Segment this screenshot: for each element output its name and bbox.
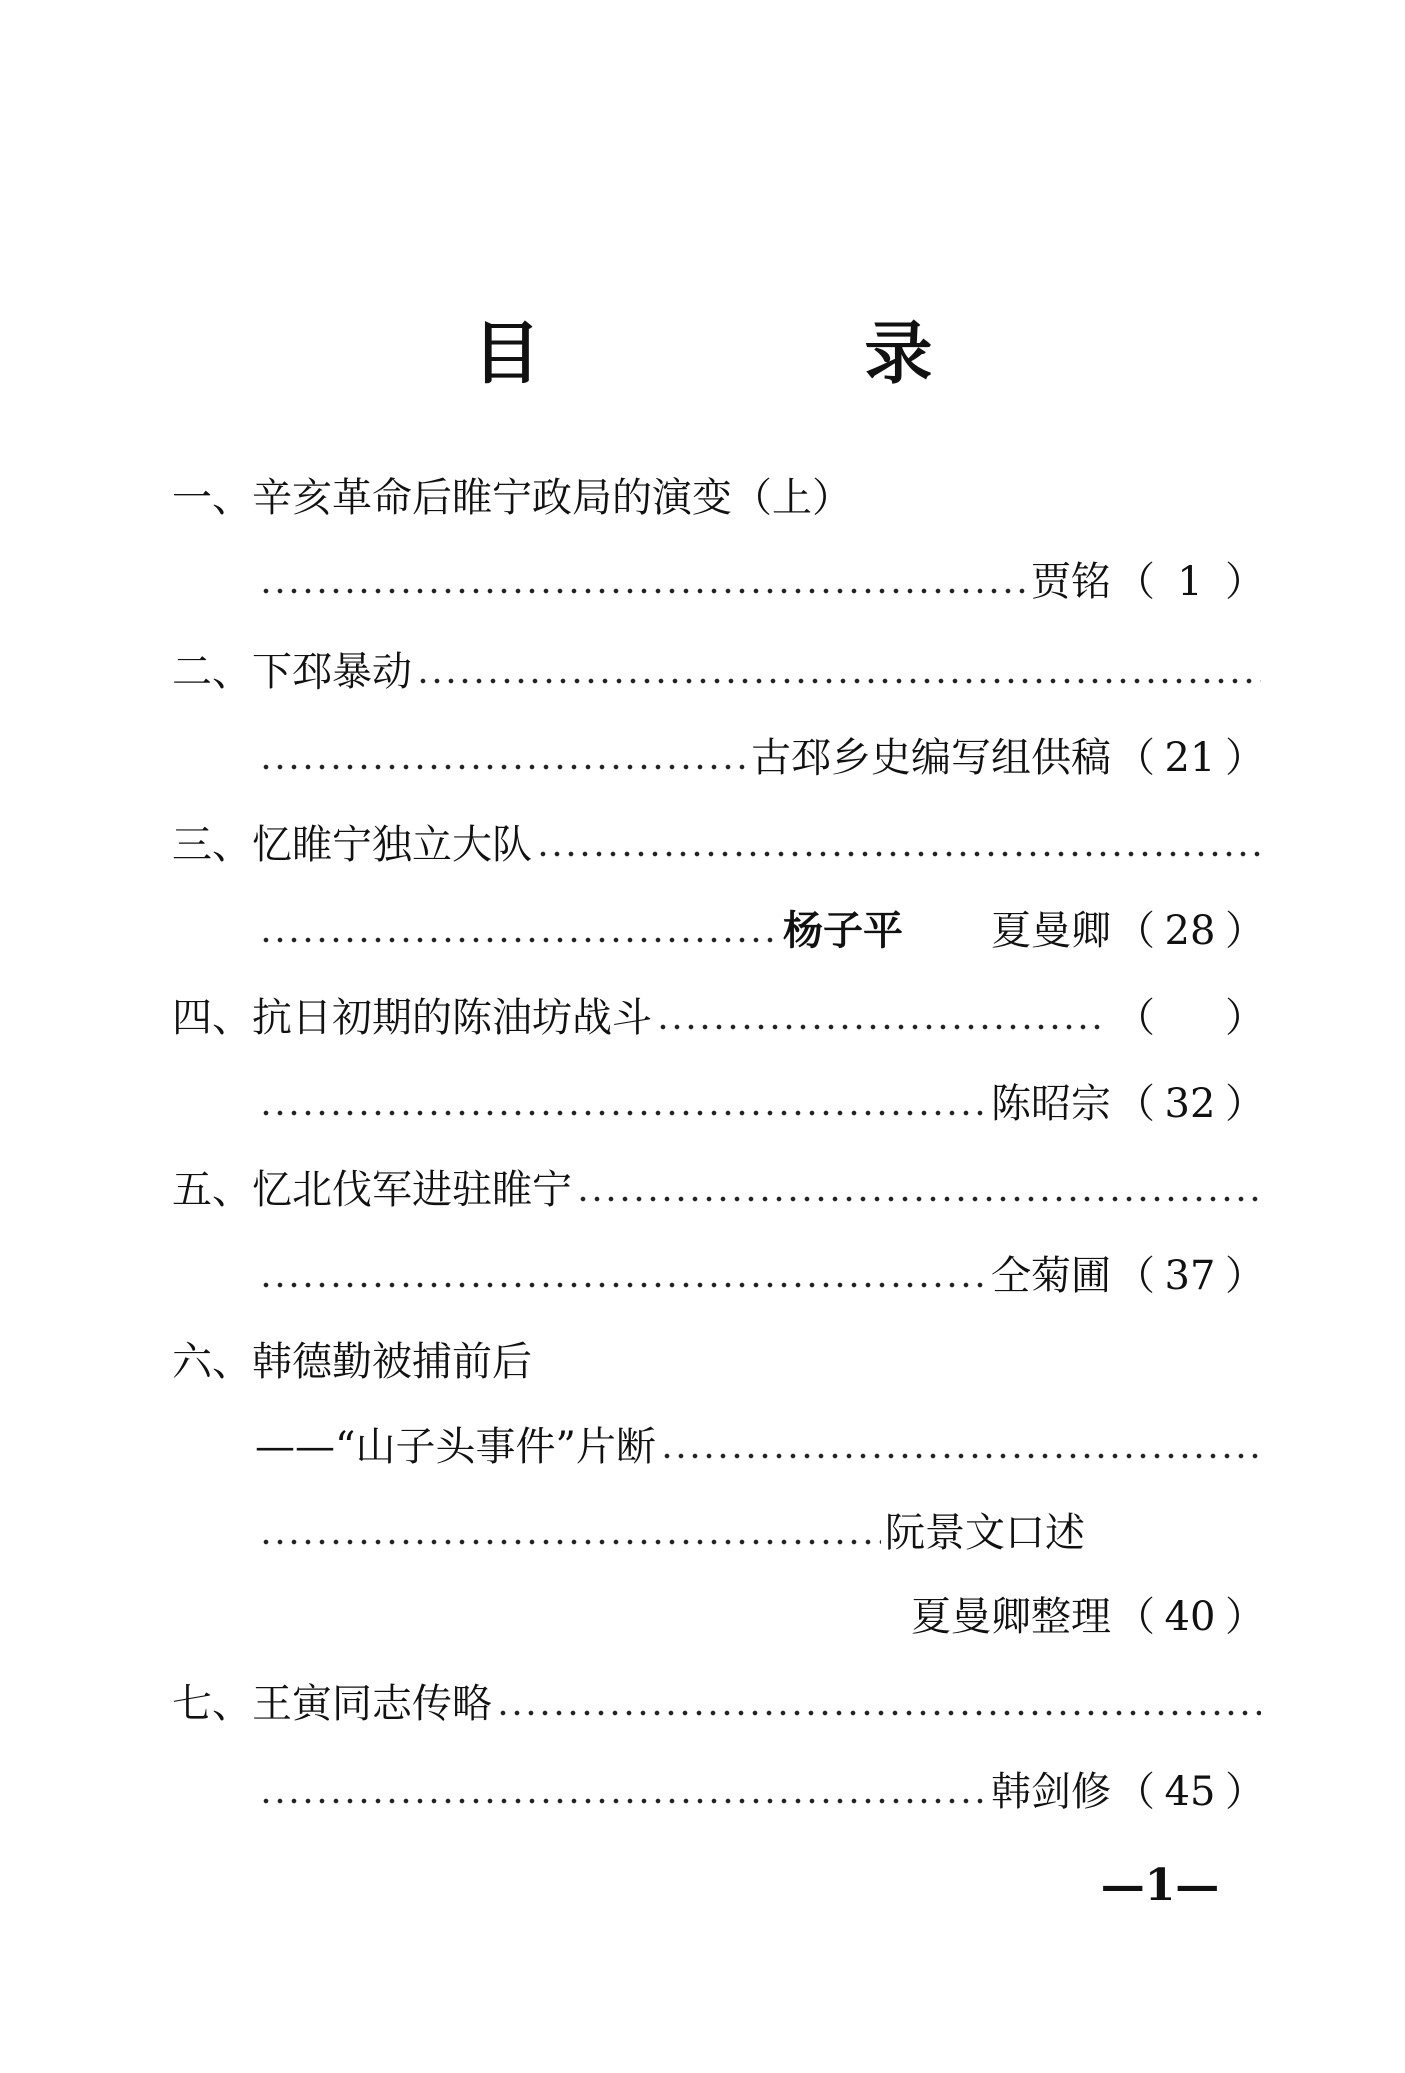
entry-page — [1115, 1246, 1265, 1306]
entry-page — [1115, 1587, 1265, 1647]
paren-open: （ — [1115, 1594, 1155, 1640]
leader-dots — [259, 1108, 987, 1118]
leader-dots — [536, 849, 1261, 859]
entry-title: 忆北伐军进驻睢宁 — [252, 1167, 572, 1213]
leader-dots — [259, 1796, 987, 1806]
page-title: 目 录 — [472, 314, 1083, 394]
page-number: 37 — [1164, 1253, 1216, 1299]
toc-entry-3-author-line — [255, 901, 1265, 961]
paren-open: （ — [1115, 995, 1155, 1041]
entry-title: 韩德勤被捕前后 — [252, 1339, 532, 1385]
entry-author: 陈昭宗 — [991, 1081, 1111, 1127]
entry-author: 古邳乡史编写组供稿 — [751, 735, 1111, 781]
entry-title: 抗日初期的陈油坊战斗 — [252, 995, 652, 1041]
leader-dots — [496, 1708, 1261, 1718]
entry-page-empty — [1115, 988, 1265, 1048]
toc-entry-6-title-line — [172, 1332, 1265, 1392]
page-number: 28 — [1164, 908, 1216, 954]
entry-page — [1115, 1762, 1265, 1822]
leader-dots — [259, 1537, 881, 1547]
entry-author-1: 阮景文口述 — [885, 1510, 1085, 1556]
paren-open: （ — [1115, 1769, 1155, 1815]
leader-dots — [259, 935, 779, 945]
page-number: 40 — [1164, 1594, 1216, 1640]
page-number: 32 — [1164, 1081, 1216, 1127]
toc-entry-1-author-line — [255, 552, 1265, 612]
entry-number: 三、 — [172, 822, 252, 868]
leader-dots — [259, 1280, 987, 1290]
toc-entry-3-title-line — [172, 815, 1265, 875]
entry-author-2: 夏曼卿 — [991, 908, 1111, 954]
entry-title: 辛亥革命后睢宁政局的演变（上） — [252, 475, 852, 521]
leader-dots — [259, 586, 1027, 596]
toc-entry-4-title-line — [172, 988, 1265, 1048]
toc-entry-2-author-line — [255, 728, 1265, 788]
toc-entry-7-author-line — [255, 1762, 1265, 1822]
paren-close: ） — [1225, 1769, 1265, 1815]
toc-entry-6-editor-line — [255, 1587, 1265, 1647]
paren-close: ） — [1225, 1081, 1265, 1127]
paren-open: （ — [1115, 735, 1155, 781]
entry-author: 贾铭 — [1031, 559, 1111, 605]
toc-entry-5-title-line — [172, 1160, 1265, 1220]
paren-close: ） — [1225, 1253, 1265, 1299]
toc-entry-6-subtitle-line — [255, 1417, 1265, 1477]
leader-dots — [656, 1022, 1107, 1032]
entry-title: 忆睢宁独立大队 — [252, 822, 532, 868]
toc-entry-7-title-line — [172, 1674, 1265, 1734]
toc-entry-6-author-line — [255, 1503, 1085, 1563]
entry-title: 下邳暴动 — [252, 649, 412, 695]
entry-number: 二、 — [172, 649, 252, 695]
toc-entry-5-author-line — [255, 1246, 1265, 1306]
paren-open: （ — [1115, 1081, 1155, 1127]
paren-close: ） — [1225, 995, 1265, 1041]
entry-number: 四、 — [172, 995, 252, 1041]
toc-entry-2-title-line — [172, 642, 1265, 702]
page-number: 45 — [1164, 1769, 1216, 1815]
paren-open: （ — [1115, 908, 1155, 954]
entry-author: 韩剑修 — [991, 1769, 1111, 1815]
entry-subtitle: ——“山子头事件”片断 — [255, 1424, 656, 1470]
entry-title: 王寅同志传略 — [252, 1681, 492, 1727]
entry-page — [1115, 901, 1265, 961]
toc-entry-1-title-line — [172, 468, 1265, 528]
page-number: 1 — [1177, 559, 1203, 605]
page-number: 21 — [1164, 735, 1216, 781]
paren-open: （ — [1115, 1253, 1155, 1299]
leader-dots — [660, 1451, 1261, 1461]
entry-page — [1115, 1074, 1265, 1134]
paren-close: ） — [1225, 1594, 1265, 1640]
paren-close: ） — [1225, 908, 1265, 954]
leader-dots — [259, 762, 747, 772]
entry-author-1: 杨子平 — [783, 907, 903, 954]
entry-page — [1115, 552, 1265, 612]
page-folio: —1— — [1100, 1860, 1220, 1911]
entry-author: 仝菊圃 — [991, 1253, 1111, 1299]
entry-number: 五、 — [172, 1167, 252, 1213]
toc-entry-4-author-line — [255, 1074, 1265, 1134]
entry-number: 六、 — [172, 1339, 252, 1385]
paren-open: （ — [1115, 559, 1155, 605]
leader-dots — [416, 676, 1261, 686]
paren-close: ） — [1225, 735, 1265, 781]
entry-number: 一、 — [172, 475, 252, 521]
entry-page — [1115, 728, 1265, 788]
leader-dots — [576, 1194, 1261, 1204]
paren-close: ） — [1225, 559, 1265, 605]
entry-author-2: 夏曼卿整理 — [911, 1594, 1111, 1640]
entry-number: 七、 — [172, 1681, 252, 1727]
